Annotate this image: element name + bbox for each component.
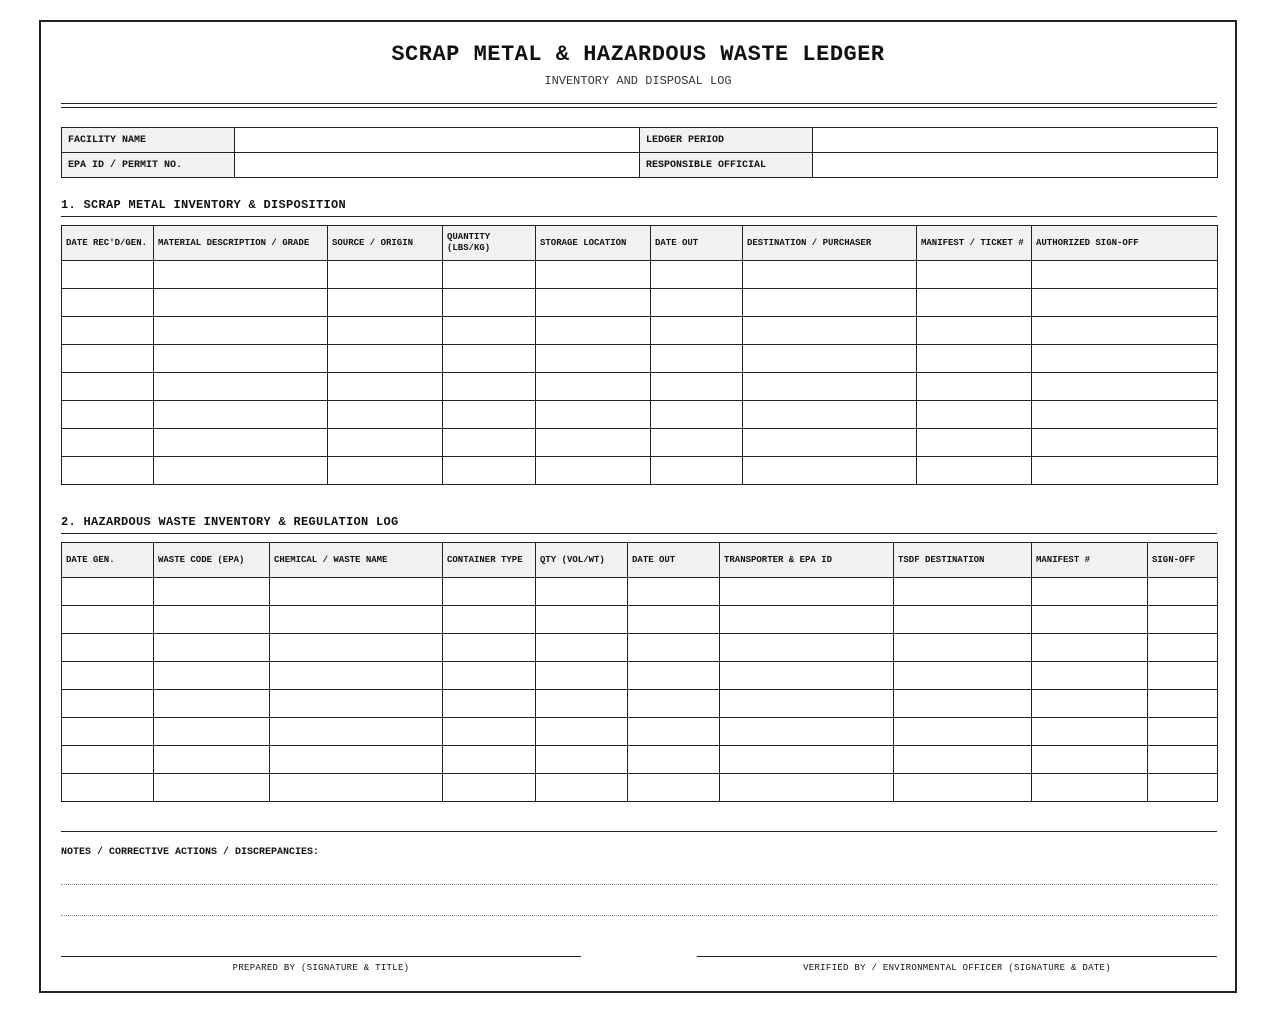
scrap-entry-cell[interactable] — [443, 457, 536, 485]
epa-id-label: EPA ID / PERMIT NO. — [62, 153, 235, 178]
haz-table-row — [62, 662, 1218, 690]
haz-entry-cell[interactable] — [270, 774, 443, 802]
scrap-col-header: DATE OUT — [651, 226, 743, 261]
scrap-col-header: QUANTITY (LBS/KG) — [443, 226, 536, 261]
haz-entry-cell[interactable] — [443, 690, 536, 718]
scrap-entry-cell[interactable] — [62, 345, 154, 373]
haz-entry-cell[interactable] — [270, 662, 443, 690]
haz-entry-cell[interactable] — [536, 718, 628, 746]
scrap-entry-cell[interactable] — [743, 289, 917, 317]
haz-entry-cell[interactable] — [628, 690, 720, 718]
haz-entry-cell[interactable] — [62, 634, 154, 662]
haz-header-row — [62, 543, 1218, 578]
scrap-table-row — [62, 317, 1218, 345]
haz-entry-cell[interactable] — [1148, 774, 1218, 802]
prepared-by-label: PREPARED BY (SIGNATURE & TITLE) — [232, 963, 410, 973]
scrap-entry-cell[interactable] — [651, 261, 743, 289]
verified-by-label: VERIFIED BY / ENVIRONMENTAL OFFICER (SIGNATURE & DATE) — [803, 963, 1111, 973]
scrap-entry-cell[interactable] — [154, 345, 328, 373]
scrap-col-header: AUTHORIZED SIGN-OFF — [1032, 226, 1218, 261]
haz-entry-cell[interactable] — [443, 634, 536, 662]
scrap-entry-cell[interactable] — [1032, 429, 1218, 457]
scrap-entry-cell[interactable] — [917, 289, 1032, 317]
haz-entry-cell[interactable] — [720, 690, 894, 718]
scrap-entry-cell[interactable] — [917, 261, 1032, 289]
scrap-col-header: DESTINATION / PURCHASER — [743, 226, 917, 261]
haz-table-row — [62, 746, 1218, 774]
scrap-entry-cell[interactable] — [743, 345, 917, 373]
scrap-entry-cell[interactable] — [743, 429, 917, 457]
scrap-table-row — [62, 429, 1218, 457]
haz-entry-cell[interactable] — [62, 662, 154, 690]
info-row — [62, 153, 1218, 178]
haz-entry-cell[interactable] — [1148, 634, 1218, 662]
haz-entry-cell[interactable] — [720, 606, 894, 634]
scrap-entry-cell[interactable] — [536, 317, 651, 345]
scrap-entry-cell[interactable] — [62, 261, 154, 289]
haz-col-header: SIGN-OFF — [1148, 543, 1218, 578]
scrap-entry-cell[interactable] — [1032, 401, 1218, 429]
haz-entry-cell[interactable] — [443, 606, 536, 634]
haz-entry-cell[interactable] — [894, 662, 1032, 690]
haz-table-row — [62, 578, 1218, 606]
haz-entry-cell[interactable] — [443, 746, 536, 774]
haz-col-header: CONTAINER TYPE — [443, 543, 536, 578]
responsible-official-field[interactable] — [813, 153, 1218, 178]
haz-entry-cell[interactable] — [270, 578, 443, 606]
haz-entry-cell[interactable] — [536, 606, 628, 634]
responsible-official-label: RESPONSIBLE OFFICIAL — [640, 153, 813, 178]
scrap-table-row — [62, 261, 1218, 289]
scrap-entry-cell[interactable] — [328, 317, 443, 345]
scrap-entry-cell[interactable] — [743, 261, 917, 289]
scrap-entry-cell[interactable] — [1032, 457, 1218, 485]
haz-entry-cell[interactable] — [1148, 690, 1218, 718]
haz-entry-cell[interactable] — [720, 662, 894, 690]
haz-entry-cell[interactable] — [1032, 774, 1148, 802]
header-divider — [61, 103, 1217, 108]
scrap-entry-cell[interactable] — [62, 289, 154, 317]
haz-entry-cell[interactable] — [1032, 634, 1148, 662]
haz-entry-cell[interactable] — [1148, 746, 1218, 774]
haz-col-header: TRANSPORTER & EPA ID — [720, 543, 894, 578]
page-subtitle: INVENTORY AND DISPOSAL LOG — [544, 74, 732, 88]
scrap-entry-cell[interactable] — [651, 457, 743, 485]
info-row — [62, 128, 1218, 153]
scrap-table-row — [62, 401, 1218, 429]
haz-entry-cell[interactable] — [1148, 578, 1218, 606]
scrap-entry-cell[interactable] — [154, 261, 328, 289]
haz-col-header: WASTE CODE (EPA) — [154, 543, 270, 578]
epa-id-field[interactable] — [235, 153, 640, 178]
haz-entry-cell[interactable] — [536, 690, 628, 718]
scrap-col-header: MATERIAL DESCRIPTION / GRADE — [154, 226, 328, 261]
scrap-entry-cell[interactable] — [536, 373, 651, 401]
haz-entry-cell[interactable] — [894, 634, 1032, 662]
scrap-entry-cell[interactable] — [328, 457, 443, 485]
haz-entry-cell[interactable] — [62, 774, 154, 802]
haz-col-header: QTY (VOL/WT) — [536, 543, 628, 578]
haz-entry-cell[interactable] — [154, 634, 270, 662]
haz-entry-cell[interactable] — [154, 718, 270, 746]
ledger-sheet — [39, 20, 1237, 993]
scrap-col-header: STORAGE LOCATION — [536, 226, 651, 261]
haz-entry-cell[interactable] — [443, 774, 536, 802]
haz-entry-cell[interactable] — [154, 746, 270, 774]
haz-entry-cell[interactable] — [154, 606, 270, 634]
scrap-entry-cell[interactable] — [62, 401, 154, 429]
haz-entry-cell[interactable] — [154, 578, 270, 606]
scrap-entry-cell[interactable] — [536, 401, 651, 429]
haz-entry-cell[interactable] — [536, 774, 628, 802]
haz-entry-cell[interactable] — [628, 578, 720, 606]
scrap-entry-cell[interactable] — [443, 317, 536, 345]
haz-section-title: 2. HAZARDOUS WASTE INVENTORY & REGULATION LOG — [61, 515, 1217, 534]
haz-entry-cell[interactable] — [536, 578, 628, 606]
scrap-entry-cell[interactable] — [443, 345, 536, 373]
scrap-entry-cell[interactable] — [743, 457, 917, 485]
haz-entry-cell[interactable] — [720, 774, 894, 802]
scrap-entry-cell[interactable] — [443, 373, 536, 401]
facility-name-field[interactable] — [235, 128, 640, 153]
scrap-table-row — [62, 289, 1218, 317]
haz-entry-cell[interactable] — [628, 774, 720, 802]
haz-entry-cell[interactable] — [443, 718, 536, 746]
notes-label: NOTES / CORRECTIVE ACTIONS / DISCREPANCIES: — [61, 847, 320, 858]
haz-entry-cell[interactable] — [536, 662, 628, 690]
scrap-entry-cell[interactable] — [154, 317, 328, 345]
scrap-col-header: MANIFEST / TICKET # — [917, 226, 1032, 261]
scrap-entry-cell[interactable] — [917, 373, 1032, 401]
scrap-entry-cell[interactable] — [328, 429, 443, 457]
scrap-entry-cell[interactable] — [651, 429, 743, 457]
scrap-entry-cell[interactable] — [62, 429, 154, 457]
scrap-entry-cell[interactable] — [1032, 373, 1218, 401]
haz-entry-cell[interactable] — [443, 662, 536, 690]
scrap-table-row — [62, 373, 1218, 401]
haz-col-header: CHEMICAL / WASTE NAME — [270, 543, 443, 578]
haz-entry-cell[interactable] — [270, 606, 443, 634]
haz-col-header: DATE GEN. — [62, 543, 154, 578]
haz-entry-cell[interactable] — [62, 746, 154, 774]
haz-table-row — [62, 718, 1218, 746]
scrap-entry-cell[interactable] — [443, 261, 536, 289]
scrap-entry-cell[interactable] — [62, 373, 154, 401]
notes-divider — [61, 831, 1217, 832]
scrap-entry-cell[interactable] — [1032, 261, 1218, 289]
haz-entry-cell[interactable] — [1032, 662, 1148, 690]
haz-entry-cell[interactable] — [62, 578, 154, 606]
ledger-period-label: LEDGER PERIOD — [640, 128, 813, 153]
haz-entry-cell[interactable] — [1148, 606, 1218, 634]
scrap-metal-table — [61, 225, 1218, 485]
scrap-table-body — [62, 261, 1218, 485]
hazardous-waste-table — [61, 542, 1218, 802]
page-title: SCRAP METAL & HAZARDOUS WASTE LEDGER — [391, 42, 885, 67]
prepared-by-signature-line[interactable] — [61, 956, 581, 957]
haz-entry-cell[interactable] — [1148, 718, 1218, 746]
scrap-entry-cell[interactable] — [328, 345, 443, 373]
scrap-entry-cell[interactable] — [536, 429, 651, 457]
scrap-table-row — [62, 345, 1218, 373]
haz-entry-cell[interactable] — [628, 662, 720, 690]
scrap-section-title: 1. SCRAP METAL INVENTORY & DISPOSITION — [61, 198, 1217, 217]
scrap-entry-cell[interactable] — [536, 457, 651, 485]
verified-by-signature-line[interactable] — [697, 956, 1217, 957]
scrap-entry-cell[interactable] — [62, 457, 154, 485]
scrap-entry-cell[interactable] — [651, 289, 743, 317]
haz-entry-cell[interactable] — [1032, 606, 1148, 634]
scrap-entry-cell[interactable] — [154, 289, 328, 317]
scrap-entry-cell[interactable] — [743, 317, 917, 345]
haz-table-row — [62, 634, 1218, 662]
scrap-entry-cell[interactable] — [651, 345, 743, 373]
scrap-entry-cell[interactable] — [154, 401, 328, 429]
haz-entry-cell[interactable] — [1032, 578, 1148, 606]
haz-entry-cell[interactable] — [154, 690, 270, 718]
haz-entry-cell[interactable] — [1032, 690, 1148, 718]
scrap-entry-cell[interactable] — [154, 429, 328, 457]
scrap-entry-cell[interactable] — [328, 289, 443, 317]
scrap-entry-cell[interactable] — [328, 401, 443, 429]
scrap-col-header: SOURCE / ORIGIN — [328, 226, 443, 261]
haz-entry-cell[interactable] — [536, 634, 628, 662]
scrap-entry-cell[interactable] — [62, 317, 154, 345]
notes-line[interactable] — [61, 915, 1217, 916]
haz-entry-cell[interactable] — [720, 578, 894, 606]
haz-table-body — [62, 578, 1218, 802]
scrap-col-header: DATE REC'D/GEN. — [62, 226, 154, 261]
haz-entry-cell[interactable] — [1032, 746, 1148, 774]
scrap-entry-cell[interactable] — [917, 317, 1032, 345]
scrap-entry-cell[interactable] — [154, 457, 328, 485]
scrap-entry-cell[interactable] — [536, 261, 651, 289]
scrap-entry-cell[interactable] — [743, 401, 917, 429]
haz-table-row — [62, 774, 1218, 802]
haz-table-row — [62, 606, 1218, 634]
scrap-entry-cell[interactable] — [917, 345, 1032, 373]
scrap-entry-cell[interactable] — [1032, 289, 1218, 317]
haz-col-header: DATE OUT — [628, 543, 720, 578]
haz-entry-cell[interactable] — [154, 774, 270, 802]
scrap-entry-cell[interactable] — [651, 373, 743, 401]
scrap-entry-cell[interactable] — [917, 429, 1032, 457]
haz-entry-cell[interactable] — [628, 718, 720, 746]
scrap-entry-cell[interactable] — [536, 345, 651, 373]
scrap-entry-cell[interactable] — [917, 401, 1032, 429]
scrap-entry-cell[interactable] — [443, 401, 536, 429]
facility-name-label: FACILITY NAME — [62, 128, 235, 153]
scrap-entry-cell[interactable] — [917, 457, 1032, 485]
haz-col-header: TSDF DESTINATION — [894, 543, 1032, 578]
haz-entry-cell[interactable] — [536, 746, 628, 774]
notes-line[interactable] — [61, 884, 1217, 885]
scrap-entry-cell[interactable] — [1032, 345, 1218, 373]
scrap-header-row — [62, 226, 1218, 261]
haz-entry-cell[interactable] — [628, 746, 720, 774]
haz-entry-cell[interactable] — [154, 662, 270, 690]
haz-entry-cell[interactable] — [1032, 718, 1148, 746]
scrap-entry-cell[interactable] — [328, 261, 443, 289]
haz-entry-cell[interactable] — [894, 690, 1032, 718]
scrap-entry-cell[interactable] — [536, 289, 651, 317]
scrap-entry-cell[interactable] — [743, 373, 917, 401]
facility-info-table — [61, 127, 1218, 178]
haz-entry-cell[interactable] — [720, 634, 894, 662]
haz-entry-cell[interactable] — [894, 718, 1032, 746]
scrap-entry-cell[interactable] — [651, 317, 743, 345]
scrap-entry-cell[interactable] — [443, 429, 536, 457]
haz-entry-cell[interactable] — [894, 606, 1032, 634]
haz-entry-cell[interactable] — [62, 690, 154, 718]
haz-table-row — [62, 690, 1218, 718]
haz-entry-cell[interactable] — [894, 774, 1032, 802]
scrap-entry-cell[interactable] — [651, 401, 743, 429]
haz-entry-cell[interactable] — [720, 746, 894, 774]
haz-entry-cell[interactable] — [628, 606, 720, 634]
haz-entry-cell[interactable] — [1148, 662, 1218, 690]
haz-entry-cell[interactable] — [628, 634, 720, 662]
scrap-entry-cell[interactable] — [443, 289, 536, 317]
scrap-entry-cell[interactable] — [328, 373, 443, 401]
haz-entry-cell[interactable] — [270, 690, 443, 718]
haz-entry-cell[interactable] — [894, 746, 1032, 774]
scrap-table-row — [62, 457, 1218, 485]
haz-entry-cell[interactable] — [270, 718, 443, 746]
haz-col-header: MANIFEST # — [1032, 543, 1148, 578]
haz-entry-cell[interactable] — [62, 718, 154, 746]
haz-entry-cell[interactable] — [443, 578, 536, 606]
haz-entry-cell[interactable] — [270, 746, 443, 774]
haz-entry-cell[interactable] — [62, 606, 154, 634]
scrap-entry-cell[interactable] — [1032, 317, 1218, 345]
haz-entry-cell[interactable] — [270, 634, 443, 662]
haz-entry-cell[interactable] — [894, 578, 1032, 606]
ledger-period-field[interactable] — [813, 128, 1218, 153]
haz-entry-cell[interactable] — [720, 718, 894, 746]
scrap-entry-cell[interactable] — [154, 373, 328, 401]
